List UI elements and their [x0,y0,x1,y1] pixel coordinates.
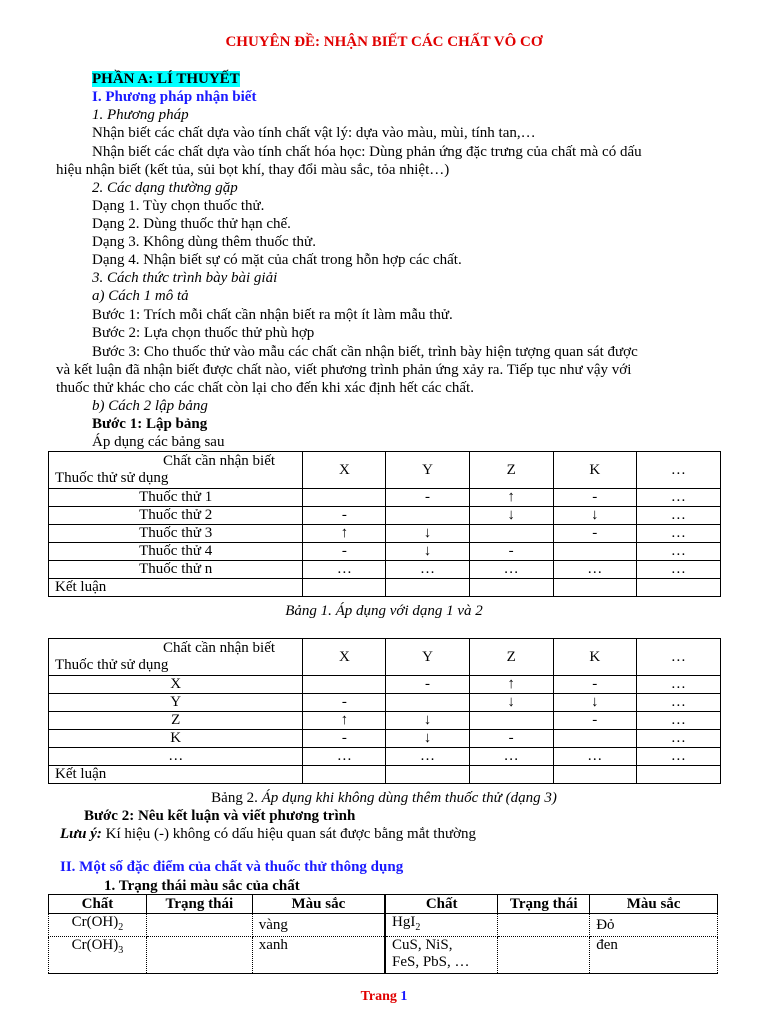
table-cell: ↓ [553,507,636,525]
row-label: K [49,730,303,748]
table-cell: ↑ [469,676,553,694]
part-a-label: PHẦN A: LÍ THUYẾT [92,71,240,87]
subheading-way-b: b) Cách 2 lập bảng [92,398,208,414]
table-row [49,489,721,507]
paragraph-chemical-line2: hiệu nhận biết (kết tủa, sủi bọt khí, thay đổi màu sắc, tỏa nhiệt…) [56,162,450,178]
color-cell: đen [590,937,718,974]
chemical-subscript: 3 [118,945,124,956]
table-cell: ↑ [469,489,553,507]
step-3-line3: thuốc thử khác cho các chất còn lại cho đến khi xác định hết các chất. [56,380,474,396]
row-label: Y [49,694,303,712]
table-cell: ↓ [386,543,469,561]
state-cell [146,914,252,937]
page-title: CHUYÊN ĐỀ: NHẬN BIẾT CÁC CHẤT VÔ CƠ [225,34,543,50]
table-2-caption-label: Bảng 2. [211,790,262,806]
table-cell [303,676,386,694]
table-3 [48,894,718,974]
table-1-caption: Bảng 1. Áp dụng với dạng 1 và 2 [285,603,483,619]
type-3: Dạng 3. Không dùng thêm thuốc thử. [92,234,316,250]
table-cell: ↓ [386,525,469,543]
table-1-col-header: … [636,452,720,489]
table-1-col-header: Y [386,452,469,489]
table-cell: … [469,561,553,579]
table-1-col-header: Z [469,452,553,489]
state-cell [498,937,590,974]
table-3-header: Chất [385,895,498,914]
step-2-heading: Bước 2: Nêu kết luận và viết phương trình [84,808,356,824]
table-1-col-header: K [553,452,636,489]
table-cell: … [469,748,553,766]
table-cell [386,507,469,525]
chemical-cell [49,914,147,937]
table-cell: ↓ [469,694,553,712]
chemical-line: CuS, NiS, [392,937,453,953]
table-cell: … [636,507,720,525]
table-cell: … [386,748,469,766]
table-cell: … [303,748,386,766]
table-cell [553,579,636,597]
chemical-line: FeS, PbS, … [392,954,470,970]
table-1 [48,451,721,597]
type-1: Dạng 1. Tùy chọn thuốc thử. [92,198,265,214]
color-cell: vàng [252,914,385,937]
table-cell [553,730,636,748]
table-cell: … [553,748,636,766]
table-3-header: Màu sắc [590,895,718,914]
chemical-formula: HgI [392,914,416,930]
step-3-line1: Bước 3: Cho thuốc thử vào mẫu các chất cần nhận biết, trình bày hiện tượng quan sát được [92,344,638,360]
table-cell [386,766,469,784]
table-2-corner-top: Chất cần nhận biết [163,640,276,656]
table-3-header: Trạng thái [146,895,252,914]
table-2-col-header: X [303,639,386,676]
table-cell: … [303,561,386,579]
table-cell: - [553,525,636,543]
section-2-heading: II. Một số đặc điểm của chất và thuốc thử thông dụng [60,859,404,875]
table-row [49,507,721,525]
table-cell: ↓ [386,712,469,730]
chemical-cell [385,937,498,974]
table-cell: … [636,748,720,766]
row-label: Thuốc thử n [49,561,303,579]
table-2 [48,638,721,784]
table-cell: ↓ [553,694,636,712]
table-row [49,676,721,694]
chemical-cell [49,937,147,974]
step-1-text: Bước 1: Trích mỗi chất cần nhận biết ra một ít làm mẫu thử. [92,307,453,323]
table-cell: … [636,694,720,712]
table-2-corner [49,639,303,676]
table-cell: ↑ [303,525,386,543]
table-row [49,694,721,712]
table-cell [553,543,636,561]
table-3-header: Màu sắc [252,895,385,914]
table-cell [303,579,386,597]
apply-tables-text: Áp dụng các bảng sau [92,434,225,450]
row-label: Thuốc thử 3 [49,525,303,543]
table-cell: ↓ [469,507,553,525]
type-2: Dạng 2. Dùng thuốc thử hạn chế. [92,216,291,232]
footer-label: Trang [360,989,401,1004]
table-cell: … [636,561,720,579]
step-1-heading: Bước 1: Lập bảng [92,416,208,432]
table-cell: - [386,489,469,507]
part-a-heading [92,70,240,88]
table-cell [386,694,469,712]
table-cell: - [303,543,386,561]
table-row [49,525,721,543]
table-cell: … [636,676,720,694]
row-label: Thuốc thử 1 [49,489,303,507]
row-label: Thuốc thử 4 [49,543,303,561]
table-1-col-header: X [303,452,386,489]
table-cell [469,766,553,784]
step-3-line2: và kết luận đã nhận biết được chất nào, viết phương trình phản ứng xảy ra. Tiếp tục như vậy với [56,362,632,378]
table-cell: - [303,694,386,712]
table-cell: … [553,561,636,579]
note-label: Lưu ý: [60,826,102,842]
table-cell: - [469,730,553,748]
table-cell: ↓ [386,730,469,748]
table-cell: - [469,543,553,561]
table-row [49,914,718,937]
chemical-subscript: 2 [118,922,124,933]
subheading-presentation: 3. Cách thức trình bày bài giải [92,270,278,286]
table-row [49,730,721,748]
table-cell [636,579,720,597]
table-cell [386,579,469,597]
table-1-corner-bottom: Thuốc thử sử dụng [55,470,169,486]
state-cell [498,914,590,937]
table-2-corner-bottom: Thuốc thử sử dụng [55,657,169,673]
subheading-types: 2. Các dạng thường gặp [92,180,238,196]
table-row [49,712,721,730]
table-2-col-header: K [553,639,636,676]
table-cell [636,766,720,784]
table-cell: ↑ [303,712,386,730]
table-1-corner [49,452,303,489]
chemical-formula: Cr(OH) [71,914,119,930]
section-1-heading: I. Phương pháp nhận biết [92,89,257,105]
note-text: Kí hiệu (-) không có dấu hiệu quan sát được bằng mắt thường [101,826,477,842]
table-cell: - [553,489,636,507]
conclusion-label: Kết luận [49,766,303,784]
table-cell [303,489,386,507]
table-1-corner-top: Chất cần nhận biết [163,453,276,469]
table-cell: … [636,543,720,561]
page-number: 1 [400,989,408,1004]
color-cell: xanh [252,937,385,974]
table-2-col-header: Z [469,639,553,676]
subheading-way-a: a) Cách 1 mô tả [92,288,189,304]
table-cell: … [386,561,469,579]
step-2-text: Bước 2: Lựa chọn thuốc thử phù hợp [92,325,315,341]
table-cell: - [553,712,636,730]
table-2-col-header: Y [386,639,469,676]
table-cell: … [636,489,720,507]
table-row [49,766,721,784]
table-2-caption-text: Áp dụng khi không dùng thêm thuốc thử (dạng 3) [261,790,557,806]
row-label: Thuốc thử 2 [49,507,303,525]
state-cell [146,937,252,974]
table-cell: … [636,525,720,543]
table-cell [469,579,553,597]
table-row [49,543,721,561]
table-cell: - [303,730,386,748]
table-cell: - [386,676,469,694]
color-cell: Đỏ [590,914,718,937]
table-2-caption [0,789,768,807]
table-row [49,937,718,974]
table-2-col-header: … [636,639,720,676]
paragraph-physical: Nhận biết các chất dựa vào tính chất vật lý: dựa vào màu, mùi, tính tan,… [92,125,536,141]
paragraph-chemical-line1: Nhận biết các chất dựa vào tính chất hóa học: Dùng phản ứng đặc trưng của chất mà có dấu [92,144,642,160]
note [60,825,476,843]
table-cell: - [303,507,386,525]
table-cell [303,766,386,784]
table-cell: … [636,730,720,748]
table-row [49,579,721,597]
page-footer [0,988,768,1006]
table-cell: … [636,712,720,730]
table-cell [469,712,553,730]
table-row [49,561,721,579]
table-row [49,748,721,766]
subheading-method: 1. Phương pháp [92,107,189,123]
type-4: Dạng 4. Nhận biết sự có mặt của chất trong hỗn hợp các chất. [92,252,462,268]
table-3-header: Chất [49,895,147,914]
table-cell [553,766,636,784]
chemical-cell [385,914,498,937]
chemical-formula: Cr(OH) [71,937,119,953]
row-label: … [49,748,303,766]
table-cell [469,525,553,543]
row-label: X [49,676,303,694]
table-cell: - [553,676,636,694]
section-2-subheading: 1. Trạng thái màu sắc của chất [104,878,300,894]
row-label: Z [49,712,303,730]
table-3-header: Trạng thái [498,895,590,914]
conclusion-label: Kết luận [49,579,303,597]
chemical-subscript: 2 [415,922,421,933]
